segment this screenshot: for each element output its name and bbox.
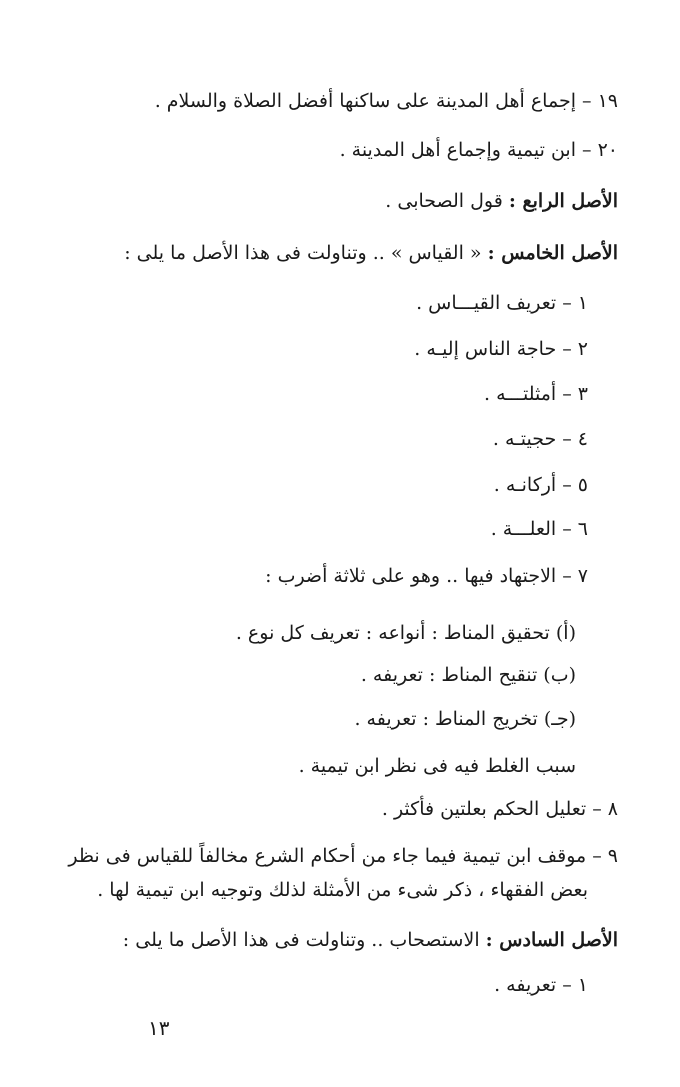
heading-label: الأصل الخامس : bbox=[487, 242, 618, 264]
list-item-7: ٧ – الاجتهاد فيها .. وهو على ثلاثة أضرب : bbox=[265, 565, 588, 587]
list-item-4: ٤ – حجيتـه . bbox=[492, 428, 588, 450]
list-item-3: ٣ – أمثلتـــه . bbox=[484, 383, 588, 405]
heading-label: الأصل السادس : bbox=[485, 929, 618, 951]
page-number: ١٣ bbox=[148, 1016, 170, 1040]
section-heading-fourth-principle bbox=[40, 188, 618, 214]
sub-note: سبب الغلط فيه فى نظر ابن تيمية . bbox=[298, 755, 576, 777]
sub-item-b: (ب) تنقيح المناط : تعريفه . bbox=[360, 664, 576, 686]
heading-text: « القياس » .. وتناولت فى هذا الأصل ما يلى : bbox=[124, 242, 482, 264]
section-heading-sixth-principle bbox=[40, 927, 618, 953]
list-item-9: ٩ – موقف ابن تيمية فيما جاء من أحكام الشرع مخالفاً للقياس فى نظر bbox=[68, 845, 618, 867]
list-item-20: ٢٠ – ابن تيمية وإجماع أهل المدينة . bbox=[339, 139, 618, 161]
section-heading-fifth-principle bbox=[40, 240, 618, 266]
list-item-6: ٦ – العلـــة . bbox=[490, 518, 588, 540]
heading-text: الاستصحاب .. وتناولت فى هذا الأصل ما يلى : bbox=[122, 929, 480, 951]
sub-item-a: (أ) تحقيق المناط : أنواعه : تعريف كل نوع . bbox=[235, 622, 576, 644]
list-item-9-continuation: بعض الفقهاء ، ذكر شىء من الأمثلة لذلك وتوجيه ابن تيمية لها . bbox=[97, 879, 588, 901]
heading-label: الأصل الرابع : bbox=[508, 190, 618, 212]
list-item-5: ٥ – أركانـه . bbox=[493, 474, 588, 496]
list-item-19: ١٩ – إجماع أهل المدينة على ساكنها أفضل الصلاة والسلام . bbox=[154, 90, 618, 112]
list-item-1-definition: ١ – تعريفه . bbox=[494, 974, 588, 996]
list-item-1: ١ – تعريف القيـــاس . bbox=[416, 292, 588, 314]
list-item-8: ٨ – تعليل الحكم بعلتين فأكثر . bbox=[381, 798, 618, 820]
sub-item-c: (جـ) تخريج المناط : تعريفه . bbox=[354, 708, 576, 730]
list-item-2: ٢ – حاجة الناس إليـه . bbox=[414, 338, 588, 360]
heading-text: قول الصحابى . bbox=[385, 190, 503, 212]
